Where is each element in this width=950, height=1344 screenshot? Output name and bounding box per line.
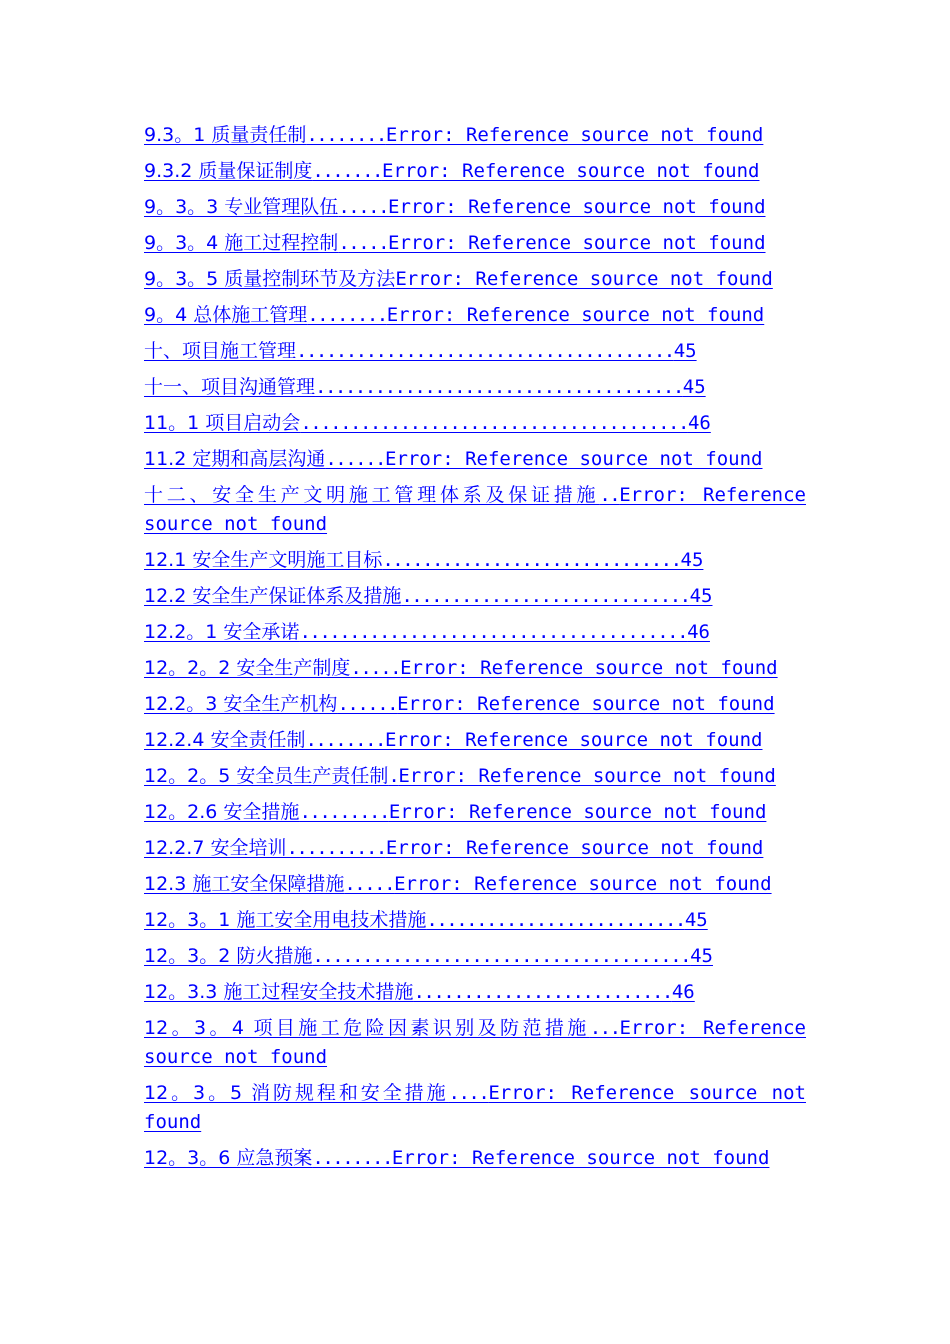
table-of-contents (144, 121, 806, 1180)
toc-entry-page: Error: Reference source not found (391, 1147, 770, 1169)
toc-entry-label: 12。2.6 安全措施 (144, 801, 300, 823)
toc-entry-leader: .......................... (426, 909, 685, 931)
toc-entry-page: 46 (687, 412, 711, 434)
toc-entry-page: 46 (671, 981, 695, 1003)
toc-entry-page: 45 (673, 340, 697, 362)
toc-entry-label: 十二、安全生产文明施工管理体系及保证措施 (144, 484, 600, 506)
toc-entry-leader: ..... (344, 873, 395, 895)
toc-entry-leader: ..... (338, 196, 389, 218)
toc-entry-page: Error: Reference source not found (388, 801, 767, 823)
toc-entry-leader: ..... (338, 232, 389, 254)
toc-entry-page: 45 (684, 909, 708, 931)
toc-entry-leader: ..... (350, 657, 401, 679)
toc-entry-label: 9。3。3 专业管理队伍 (144, 196, 339, 218)
toc-entry-leader: ...................................... (296, 340, 674, 362)
toc-entry-leader: ..................................... (315, 376, 683, 398)
toc-entry-link[interactable] (144, 337, 806, 366)
toc-entry-link[interactable] (144, 942, 806, 971)
toc-entry-link[interactable] (144, 654, 806, 683)
toc-entry-label: 12。3。4 项目施工危险因素识别及防范措施 (144, 1017, 590, 1039)
toc-entry-label: 9.3.2 质量保证制度 (144, 160, 313, 182)
toc-entry-leader: ...... (325, 448, 385, 470)
toc-entry-label: 十一、项目沟通管理 (144, 376, 316, 398)
toc-entry-link[interactable] (144, 121, 806, 150)
toc-entry-page: Error: Reference source not found (400, 657, 778, 679)
toc-entry-page: Error: Reference source not found (388, 232, 766, 254)
toc-entry-leader: .. (599, 484, 620, 506)
toc-entry-label: 12。3。6 应急预案 (144, 1147, 313, 1169)
toc-entry-page: Error: Reference source not found (144, 1017, 806, 1068)
toc-entry-leader: ... (589, 1017, 620, 1039)
toc-entry-label: 9。3。4 施工过程控制 (144, 232, 339, 254)
toc-entry-page: Error: Reference source not found (398, 765, 776, 787)
toc-entry-link[interactable] (144, 618, 806, 647)
toc-entry-leader: . (388, 765, 399, 787)
toc-entry-page: Error: Reference source not found (385, 124, 764, 146)
toc-entry-leader: ............................. (401, 585, 690, 607)
toc-entry-link[interactable] (144, 445, 806, 474)
toc-entry-label: 12。2。5 安全员生产责任制 (144, 765, 389, 787)
toc-entry-link[interactable] (144, 582, 806, 611)
toc-entry-leader: ......... (299, 801, 389, 823)
toc-entry-page: 45 (690, 945, 713, 967)
toc-entry-link[interactable] (144, 373, 806, 402)
toc-entry-leader: ....................................... (300, 412, 688, 434)
toc-entry-label: 12。2。2 安全生产制度 (144, 657, 351, 679)
toc-entry-link[interactable] (144, 978, 806, 1007)
toc-entry-label: 12。3。5 消防规程和安全措施 (144, 1082, 449, 1104)
toc-entry-leader: ....................................... (299, 621, 688, 643)
toc-entry-leader: ........ (312, 1147, 392, 1169)
toc-entry-link[interactable] (144, 1014, 806, 1072)
toc-entry-label: 12。3。1 施工安全用电技术措施 (144, 909, 427, 931)
toc-entry-link[interactable] (144, 1079, 806, 1137)
toc-entry-page: 45 (682, 376, 706, 398)
toc-entry-label: 12。3。2 防火措施 (144, 945, 313, 967)
toc-entry-label: 12.2。1 安全承诺 (144, 621, 300, 643)
toc-entry-label: 9。3。5 质量控制环节及方法 (144, 268, 396, 290)
toc-entry-leader: ...... (337, 693, 398, 715)
toc-entry-leader: .......................... (413, 981, 672, 1003)
toc-entry-page: Error: Reference source not found (385, 837, 764, 859)
toc-entry-link[interactable] (144, 690, 806, 719)
toc-entry-link[interactable] (144, 301, 806, 330)
toc-entry-page: Error: Reference source not found (144, 484, 806, 535)
toc-entry-page: 45 (689, 585, 713, 607)
toc-entry-link[interactable] (144, 906, 806, 935)
toc-entry-page: 45 (680, 549, 704, 571)
toc-entry-page: Error: Reference source not found (381, 160, 760, 182)
toc-entry-link[interactable] (144, 798, 806, 827)
toc-entry-page: Error: Reference source not found (388, 196, 766, 218)
toc-entry-label: 12.2.7 安全培训 (144, 837, 287, 859)
toc-entry-label: 12.2.4 安全责任制 (144, 729, 306, 751)
toc-entry-leader: .......... (286, 837, 386, 859)
toc-entry-link[interactable] (144, 265, 806, 294)
toc-entry-label: 十、项目施工管理 (144, 340, 297, 362)
toc-entry-link[interactable] (144, 157, 806, 186)
toc-entry-page: Error: Reference source not found (144, 1082, 806, 1133)
toc-entry-label: 12.1 安全生产文明施工目标 (144, 549, 383, 571)
toc-entry-leader: .............................. (382, 549, 681, 571)
toc-entry-label: 9.3。1 质量责任制 (144, 124, 307, 146)
toc-entry-leader: ....... (312, 160, 382, 182)
toc-entry-label: 12.2。3 安全生产机构 (144, 693, 338, 715)
toc-entry-leader: ........ (307, 304, 387, 326)
toc-entry-link[interactable] (144, 1144, 806, 1173)
toc-entry-leader: ...................................... (312, 945, 691, 967)
toc-entry-page: Error: Reference source not found (395, 268, 773, 290)
toc-entry-page: Error: Reference source not found (385, 448, 763, 470)
toc-entry-link[interactable] (144, 193, 806, 222)
toc-entry-label: 11.2 定期和高层沟通 (144, 448, 326, 470)
toc-entry-page: Error: Reference source not found (386, 304, 765, 326)
toc-entry-label: 12.3 施工安全保障措施 (144, 873, 345, 895)
toc-entry-link[interactable] (144, 546, 806, 575)
toc-entry-link[interactable] (144, 409, 806, 438)
toc-entry-label: 9。4 总体施工管理 (144, 304, 308, 326)
toc-entry-label: 12。3.3 施工过程安全技术措施 (144, 981, 414, 1003)
toc-entry-leader: ........ (306, 124, 386, 146)
toc-entry-link[interactable] (144, 834, 806, 863)
toc-entry-page: Error: Reference source not found (385, 729, 763, 751)
toc-entry-page: Error: Reference source not found (394, 873, 772, 895)
toc-entry-page: Error: Reference source not found (397, 693, 775, 715)
toc-entry-link[interactable] (144, 870, 806, 899)
toc-entry-label: 12.2 安全生产保证体系及措施 (144, 585, 402, 607)
toc-entry-link[interactable] (144, 229, 806, 258)
toc-entry-link[interactable] (144, 481, 806, 539)
toc-entry-page: 46 (687, 621, 710, 643)
toc-entry-label: 11。1 项目启动会 (144, 412, 301, 434)
toc-entry-leader: .... (448, 1082, 489, 1104)
toc-entry-link[interactable] (144, 762, 806, 791)
toc-entry-link[interactable] (144, 726, 806, 755)
toc-entry-leader: ........ (305, 729, 385, 751)
